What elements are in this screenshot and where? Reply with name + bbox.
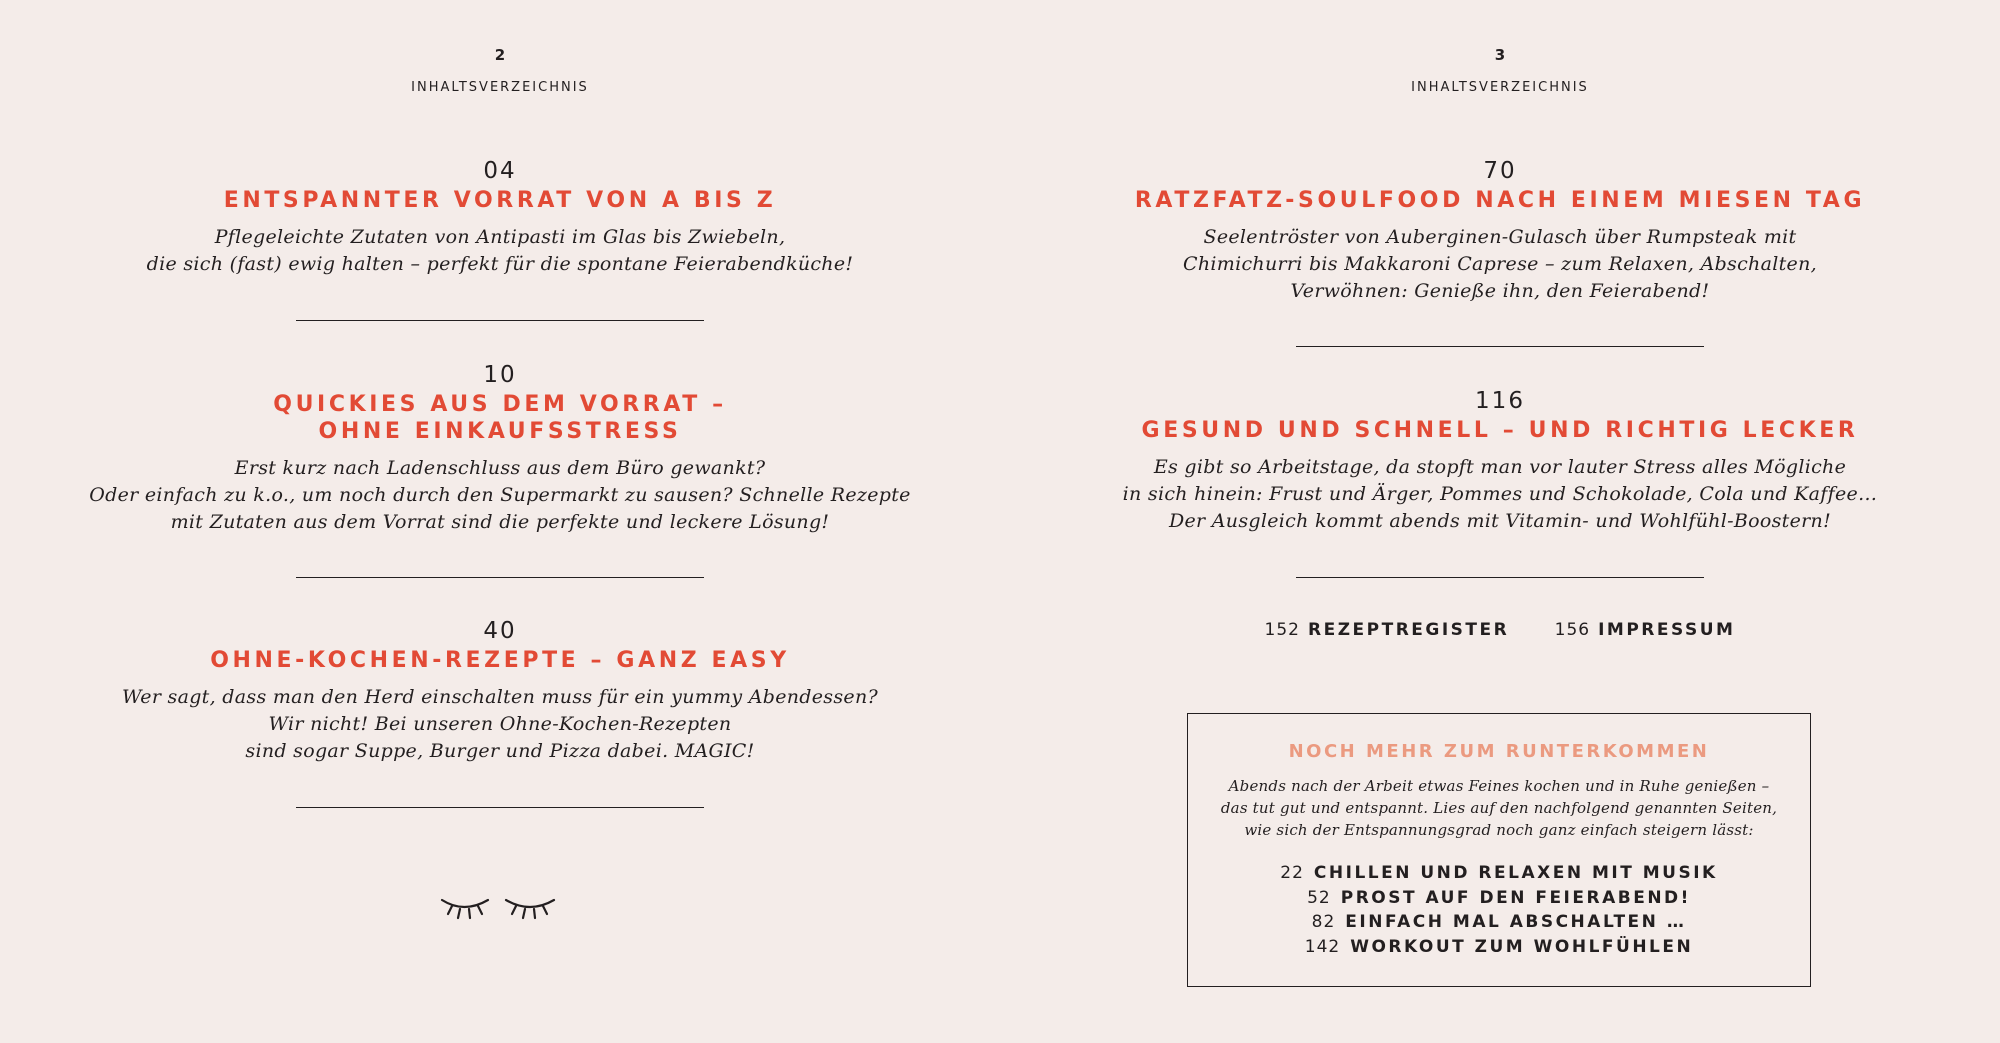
toc-chapter-description: Pflegeleichte Zutaten von Antipasti im Glas bis Zwiebeln, die sich (fast) ewig halten – perfekt für die spontane Feierabendküche! [146, 226, 854, 275]
toc-page-number: 156 [1554, 620, 1591, 640]
toc-page-number: 40 [483, 618, 517, 644]
info-box [1187, 713, 1811, 987]
toc-chapter-description: Es gibt so Arbeitstage, da stopft man vor lauter Stress alles Mögliche in sich hinein: Frust und Ärger, Pommes und Schokolade, Cola und Kaffee… Der Ausgleich kommt abends mit Vitamin- und Wohlfühl-Boostern! [1122, 456, 1878, 532]
toc-chapter-title: QUICKIES AUS DEM VORRAT – OHNE EINKAUFSSTRESS [273, 392, 727, 444]
toc-chapter-title: GESUND UND SCHNELL – UND RICHTIG LECKER [1141, 418, 1859, 443]
right-page [1000, 0, 2000, 1043]
toc-chapter-description: Seelentröster von Auberginen-Gulasch über Rumpsteak mit Chimichurri bis Makkaroni Caprese – zum Relaxen, Abschalten, Verwöhnen: Genieße ihn, den Feierabend! [1183, 226, 1817, 302]
toc-chapter-description: Erst kurz nach Ladenschluss aus dem Büro gewankt? Oder einfach zu k.o., um noch durch den Supermarkt zu sausen? Schnelle Rezepte mit Zutaten aus dem Vorrat sind die perfekte und leckere Lösung! [89, 457, 911, 533]
list-item[interactable]: 22 CHILLEN UND RELAXEN MIT MUSIK [1280, 863, 1718, 883]
toc-page-number: 152 [1264, 620, 1300, 640]
closed-eyes-icon [438, 890, 558, 924]
info-box-description: Abends nach der Arbeit etwas Feines kochen und in Ruhe genießen – das tut gut und entspannt. Lies auf den nachfolgend genannten Seiten, wie sich der Entspannungsgrad noch ganz einfach steigern lässt: [1220, 777, 1778, 839]
divider [296, 320, 704, 321]
list-item[interactable]: 142 WORKOUT ZUM WOHLFÜHLEN [1304, 936, 1694, 957]
toc-entry-quickies[interactable] [0, 361, 1000, 536]
appendix-links [1000, 620, 2000, 640]
list-item[interactable]: 82 EINFACH MAL ABSCHALTEN … [1311, 912, 1687, 932]
toc-entry-gesund[interactable] [1000, 387, 2000, 535]
toc-page-number: 116 [1475, 388, 1525, 414]
divider [1296, 577, 1704, 578]
toc-page-number: 10 [483, 362, 517, 388]
page-number: 2 [494, 46, 506, 64]
toc-chapter-title: IMPRESSUM [1598, 620, 1736, 640]
toc-entry-soulfood[interactable] [1000, 157, 2000, 305]
toc-page-number: 04 [483, 158, 517, 184]
running-head: INHALTSVERZEICHNIS [1411, 80, 1589, 95]
info-box-list [1188, 861, 1810, 959]
toc-entry-impressum[interactable] [1555, 620, 1736, 640]
toc-entry-vorrat[interactable] [0, 157, 1000, 278]
running-head: INHALTSVERZEICHNIS [411, 80, 589, 95]
list-item[interactable]: 52 PROST AUF DEN FEIERABEND! [1307, 887, 1691, 908]
divider [296, 807, 704, 808]
toc-chapter-title: ENTSPANNTER VORRAT VON A BIS Z [223, 188, 777, 213]
toc-chapter-title: REZEPTREGISTER [1308, 620, 1510, 640]
toc-entry-rezeptregister[interactable] [1265, 620, 1510, 640]
toc-chapter-description: Wer sagt, dass man den Herd einschalten muss für ein yummy Abendessen? Wir nicht! Bei unseren Ohne-Kochen-Rezepten sind sogar Suppe, Burger und Pizza dabei. MAGIC! [122, 686, 878, 762]
divider [296, 577, 704, 578]
info-box-title: NOCH MEHR ZUM RUNTERKOMMEN [1288, 741, 1710, 762]
toc-chapter-title: RATZFATZ-SOULFOOD NACH EINEM MIESEN TAG [1134, 188, 1866, 213]
toc-chapter-title: OHNE-KOCHEN-REZEPTE – GANZ EASY [210, 648, 790, 673]
divider [1296, 346, 1704, 347]
page-number: 3 [1494, 46, 1506, 64]
toc-entry-ohne-kochen[interactable] [0, 617, 1000, 765]
toc-page-number: 70 [1483, 158, 1517, 184]
